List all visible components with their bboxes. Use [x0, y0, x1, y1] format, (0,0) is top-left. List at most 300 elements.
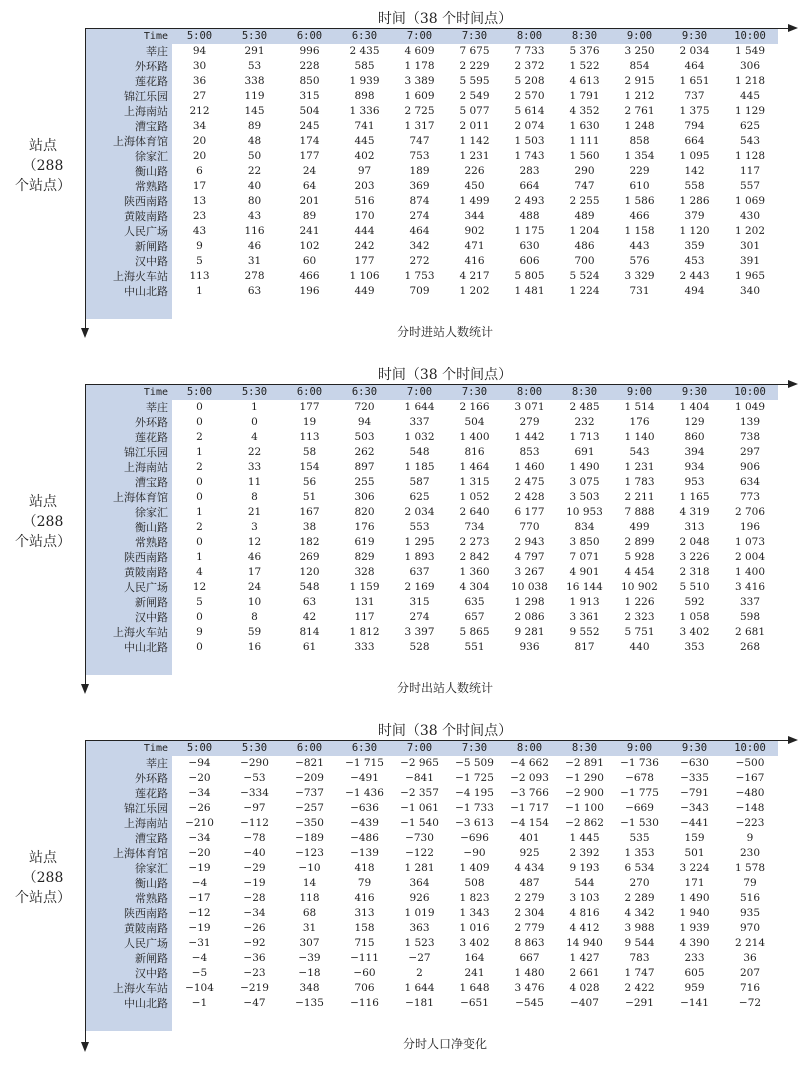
table-cell: −148	[735, 802, 765, 814]
station-name: 陕西南路	[124, 907, 168, 920]
table-cell: 953	[684, 476, 705, 488]
table-cell: 667	[519, 952, 540, 964]
table-cell: 1 159	[349, 581, 380, 593]
table-cell: −636	[350, 802, 379, 814]
table-cell: 817	[574, 641, 595, 653]
table-cell: 443	[629, 240, 650, 252]
table-cell: 6 177	[514, 506, 545, 518]
table-row	[86, 580, 778, 595]
table-cell: 3 416	[734, 581, 766, 593]
table-cell: 68	[302, 907, 317, 919]
time-column-header: 9:30	[681, 30, 708, 42]
time-column-header: 6:30	[351, 742, 378, 754]
table-cell: −135	[295, 997, 324, 1009]
table-cell: 8	[251, 611, 258, 623]
table-cell: 1 226	[624, 596, 655, 608]
table-row	[86, 550, 778, 565]
table-cell: 14 940	[566, 937, 603, 949]
table-cell: 1	[196, 285, 203, 297]
table-cell: 453	[684, 255, 705, 267]
table-cell: −2 900	[565, 787, 604, 799]
table-cell: −26	[243, 922, 266, 934]
table-cell: 2 725	[404, 105, 435, 117]
table-cell: 1 791	[569, 90, 600, 102]
station-name: 徐家汇	[135, 862, 168, 875]
table-cell: 4 217	[459, 270, 490, 282]
table-cell: 174	[299, 135, 320, 147]
table-cell: 338	[244, 75, 265, 87]
table-cell: 499	[629, 521, 650, 533]
table-cell: 2 706	[734, 506, 766, 518]
table-cell: −209	[295, 772, 324, 784]
table-cell: 625	[409, 491, 430, 503]
table-cell: 1 175	[514, 225, 545, 237]
table-cell: 3 361	[569, 611, 600, 623]
table-cell: −841	[405, 772, 434, 784]
time-column-header: 8:30	[571, 742, 598, 754]
table-cell: 34	[192, 120, 207, 132]
table-cell: 820	[354, 506, 375, 518]
table-cell: −1 715	[345, 757, 384, 769]
table-cell: 58	[302, 446, 317, 458]
table-cell: −3 766	[510, 787, 549, 799]
table-cell: 1 178	[404, 60, 435, 72]
table-cell: 340	[739, 285, 761, 297]
table-row	[86, 119, 778, 134]
table-cell: 709	[409, 285, 430, 297]
station-name: 外环路	[135, 416, 168, 429]
table-cell: 177	[354, 255, 375, 267]
table-cell: −441	[680, 817, 709, 829]
station-name: 上海南站	[124, 105, 168, 118]
table-cell: 3 071	[514, 401, 545, 413]
table-cell: 0	[196, 401, 203, 413]
x-axis-title: 时间（38 个时间点）	[377, 11, 513, 27]
station-name: 衡山路	[135, 877, 168, 890]
table-cell: 1 823	[459, 892, 490, 904]
table-cell: 2 229	[459, 60, 490, 72]
table-caption: 分时出站人数统计	[396, 681, 493, 695]
table-cell: −123	[295, 847, 324, 859]
table-cell: 402	[354, 150, 375, 162]
table-cell: 1 120	[679, 225, 710, 237]
table-cell: 212	[189, 105, 210, 117]
table-cell: 1 360	[459, 566, 490, 578]
table-cell: 201	[299, 195, 320, 207]
table-cell: 6	[196, 165, 203, 177]
table-cell: 31	[302, 922, 317, 934]
table-cell: 619	[354, 536, 375, 548]
table-cell: 4 609	[404, 45, 435, 57]
table-row	[86, 966, 778, 981]
table-cell: 1 480	[514, 967, 545, 979]
table-cell: −1 775	[620, 787, 659, 799]
table-cell: 4	[196, 566, 203, 578]
table-cell: 313	[684, 521, 705, 533]
table-cell: −4	[191, 877, 208, 889]
table-cell: 1 019	[404, 907, 435, 919]
table-cell: 1	[251, 401, 258, 413]
table-row	[86, 149, 778, 164]
station-name: 新闸路	[135, 952, 168, 965]
time-column-header: 5:00	[186, 30, 213, 42]
table-cell: 117	[354, 611, 375, 623]
table-cell: −696	[460, 832, 489, 844]
table-cell: 2 011	[459, 120, 490, 132]
table-cell: −122	[405, 847, 434, 859]
table-cell: 464	[684, 60, 705, 72]
table-cell: 1 939	[679, 922, 710, 934]
table-cell: −219	[240, 982, 269, 994]
table-cell: 42	[302, 611, 317, 623]
time-column-header: 10:00	[734, 386, 766, 398]
table-cell: 2 048	[679, 536, 710, 548]
table-cell: −53	[243, 772, 266, 784]
table-cell: 715	[354, 937, 375, 949]
table-cell: −223	[735, 817, 765, 829]
station-name: 上海体育馆	[113, 491, 168, 504]
table-cell: −4 195	[455, 787, 494, 799]
table-cell: −20	[188, 847, 211, 859]
table-cell: 854	[629, 60, 650, 72]
table-cell: 0	[196, 476, 203, 488]
time-column-header: 5:30	[241, 30, 268, 42]
table-row	[86, 951, 778, 966]
station-name: 汉中路	[135, 967, 168, 980]
table-cell: 834	[574, 521, 595, 533]
table-cell: 737	[684, 90, 705, 102]
table-cell: 959	[684, 982, 705, 994]
table-cell: 4 319	[679, 506, 710, 518]
table-row	[86, 74, 778, 89]
table-cell: 63	[247, 285, 262, 297]
table-cell: 242	[354, 240, 375, 252]
table-cell: −29	[243, 862, 266, 874]
table-cell: 3 397	[404, 626, 435, 638]
table-cell: 3 389	[404, 75, 435, 87]
table-cell: 585	[354, 60, 375, 72]
table-cell: 1 016	[459, 922, 490, 934]
table-row	[86, 430, 778, 445]
table-cell: 1 743	[514, 150, 545, 162]
table-cell: 1 549	[734, 45, 766, 57]
table-cell: −5 509	[455, 757, 494, 769]
table-cell: −112	[240, 817, 269, 829]
table-cell: 64	[302, 180, 317, 192]
table-cell: 43	[192, 225, 207, 237]
table-cell: 557	[739, 180, 761, 192]
station-name: 漕宝路	[135, 120, 168, 133]
table-cell: 348	[299, 982, 320, 994]
table-cell: 2 279	[514, 892, 545, 904]
time-column-header: 6:30	[351, 386, 378, 398]
table-cell: 1 095	[679, 150, 710, 162]
table-cell: 315	[299, 90, 320, 102]
table-cell: 394	[684, 446, 705, 458]
table-row	[86, 640, 778, 655]
table-cell: 344	[464, 210, 485, 222]
table-cell: 36	[743, 952, 757, 964]
table-cell: 4 613	[569, 75, 600, 87]
table-cell: −17	[188, 892, 211, 904]
time-column-header: 9:00	[626, 30, 653, 42]
station-name: 黄陂南路	[124, 922, 168, 935]
table-header-row	[86, 741, 778, 756]
table-cell: 1 315	[459, 476, 490, 488]
table-cell: 4 454	[624, 566, 655, 578]
table-cell: 1 753	[404, 270, 435, 282]
table-cell: 10 953	[566, 506, 603, 518]
table-cell: 535	[629, 832, 650, 844]
station-name: 衡山路	[135, 165, 168, 178]
table-cell: −334	[240, 787, 269, 799]
time-column-header: 7:30	[461, 30, 488, 42]
table-cell: 1 940	[679, 907, 710, 919]
table-cell: 16	[247, 641, 262, 653]
table-cell: 418	[354, 862, 375, 874]
station-name: 上海体育馆	[113, 135, 168, 148]
table-cell: 129	[684, 416, 705, 428]
table-cell: 1 445	[569, 832, 600, 844]
table-cell: 2 392	[569, 847, 600, 859]
station-name: 中山北路	[124, 285, 168, 298]
table-cell: 3 075	[569, 476, 600, 488]
station-name: 莲花路	[135, 787, 168, 800]
station-name: 锦江乐园	[124, 90, 168, 103]
time-column-header: 8:00	[516, 30, 543, 42]
time-column-header: 6:00	[296, 742, 323, 754]
time-header-label: Time	[143, 31, 168, 42]
table-cell: 4 028	[569, 982, 600, 994]
table-cell: 27	[192, 90, 207, 102]
table-cell: −350	[295, 817, 324, 829]
station-name: 汉中路	[135, 611, 168, 624]
table-cell: 4 352	[569, 105, 600, 117]
table-row	[86, 284, 778, 299]
table-cell: 3	[251, 521, 258, 533]
y-axis-title-line: （288	[22, 870, 64, 886]
table-cell: 262	[354, 446, 375, 458]
y-axis-title-line: （288	[22, 514, 64, 530]
table-cell: 301	[739, 240, 761, 252]
table-cell: 229	[629, 165, 650, 177]
table-cell: 241	[299, 225, 320, 237]
table-cell: −2 965	[400, 757, 439, 769]
table-cell: 449	[354, 285, 375, 297]
table-cell: 2 570	[514, 90, 545, 102]
table-cell: 2 318	[679, 566, 710, 578]
station-name: 徐家汇	[135, 506, 168, 519]
station-name: 黄陂南路	[124, 210, 168, 223]
station-name: 中山北路	[124, 641, 168, 654]
table-cell: 22	[247, 165, 262, 177]
table-cell: 858	[629, 135, 650, 147]
time-column-header: 6:00	[296, 30, 323, 42]
table-cell: 1 106	[349, 270, 380, 282]
table-cell: 625	[739, 120, 761, 132]
table-cell: 592	[684, 596, 705, 608]
table-cell: 0	[196, 641, 203, 653]
table-cell: −111	[350, 952, 379, 964]
table-cell: −92	[243, 937, 266, 949]
table-cell: 353	[684, 641, 705, 653]
table-cell: −291	[625, 997, 654, 1009]
time-column-header: 6:00	[296, 386, 323, 398]
table-cell: 1 185	[404, 461, 435, 473]
panel-entries	[0, 0, 809, 355]
table-cell: 935	[739, 907, 761, 919]
table-cell: 283	[519, 165, 540, 177]
table-cell: 1 913	[569, 596, 600, 608]
station-name: 中山北路	[124, 997, 168, 1010]
table-cell: 2 915	[624, 75, 655, 87]
table-row	[86, 610, 778, 625]
table-cell: 1 343	[459, 907, 490, 919]
table-cell: 1 286	[679, 195, 710, 207]
time-column-header: 5:30	[241, 386, 268, 398]
table-cell: −821	[295, 757, 324, 769]
table-cell: 89	[247, 120, 262, 132]
table-cell: −2 891	[565, 757, 604, 769]
station-name: 徐家汇	[135, 150, 168, 163]
table-cell: 430	[739, 210, 761, 222]
station-name: 人民广场	[124, 581, 168, 594]
table-cell: 1 481	[514, 285, 545, 297]
table-cell: 3 402	[679, 626, 710, 638]
y-axis-arrow-icon	[81, 684, 89, 694]
table-cell: 906	[739, 461, 761, 473]
table-cell: −257	[295, 802, 324, 814]
table-cell: 850	[299, 75, 320, 87]
station-name: 陕西南路	[124, 551, 168, 564]
table-cell: −545	[515, 997, 544, 1009]
table-cell: 8 863	[514, 937, 545, 949]
table-cell: 925	[519, 847, 540, 859]
table-cell: 657	[464, 611, 485, 623]
table-cell: 1 295	[404, 536, 435, 548]
table-cell: 24	[302, 165, 317, 177]
table-cell: 120	[299, 566, 320, 578]
table-row	[86, 831, 778, 846]
table-cell: −19	[188, 862, 211, 874]
table-cell: 700	[574, 255, 595, 267]
table-cell: 176	[354, 521, 375, 533]
table-cell: 829	[354, 551, 375, 563]
table-cell: 2 422	[624, 982, 655, 994]
table-cell: 1 893	[404, 551, 435, 563]
table-cell: 1 142	[459, 135, 490, 147]
table-cell: 5 805	[514, 270, 545, 282]
table-cell: 598	[739, 611, 761, 623]
time-column-header: 7:00	[406, 386, 433, 398]
table-cell: 2 273	[459, 536, 490, 548]
table-row	[86, 400, 778, 415]
table-cell: 31	[247, 255, 262, 267]
table-cell: −12	[188, 907, 211, 919]
table-row	[86, 816, 778, 831]
table-cell: 548	[299, 581, 320, 593]
table-cell: 306	[354, 491, 375, 503]
table-cell: −23	[243, 967, 266, 979]
table-cell: 488	[519, 210, 540, 222]
table-cell: 664	[519, 180, 540, 192]
table-cell: −491	[350, 772, 379, 784]
table-cell: −737	[295, 787, 324, 799]
table-cell: 5 376	[569, 45, 600, 57]
table-row	[86, 89, 778, 104]
time-column-header: 7:30	[461, 742, 488, 754]
table-cell: 3 503	[569, 491, 600, 503]
table-cell: 51	[302, 491, 317, 503]
table-row	[86, 981, 778, 996]
table-cell: 1 400	[459, 431, 490, 443]
table-cell: 290	[574, 165, 595, 177]
table-cell: −1	[191, 997, 208, 1009]
table-cell: 12	[247, 536, 262, 548]
table-cell: 2 428	[514, 491, 545, 503]
table-cell: 116	[244, 225, 265, 237]
table-cell: 558	[684, 180, 705, 192]
table-cell: 416	[464, 255, 485, 267]
table-cell: −27	[408, 952, 431, 964]
table-cell: 783	[629, 952, 650, 964]
station-name: 上海火车站	[113, 982, 168, 995]
table-cell: 56	[302, 476, 317, 488]
table-cell: 1 522	[569, 60, 600, 72]
table-row	[86, 104, 778, 119]
table-cell: −1 540	[400, 817, 439, 829]
table-cell: 61	[302, 641, 317, 653]
table-cell: −167	[735, 772, 765, 784]
table-cell: 741	[354, 120, 375, 132]
table-cell: 4 342	[624, 907, 655, 919]
table-cell: 113	[299, 431, 320, 443]
y-axis-arrow-icon	[81, 1042, 89, 1052]
table-cell: 1 129	[734, 105, 766, 117]
station-name: 莘庄	[146, 757, 168, 770]
table-cell: 5 928	[624, 551, 655, 563]
table-cell: 17	[192, 180, 207, 192]
table-cell: 7 733	[514, 45, 545, 57]
table-cell: 12	[192, 581, 207, 593]
table-cell: 3 476	[514, 982, 545, 994]
table-cell: 1 336	[349, 105, 380, 117]
table-cell: 2	[196, 521, 203, 533]
table-cell: 13	[192, 195, 207, 207]
table-cell: 4 304	[459, 581, 490, 593]
table-cell: 747	[574, 180, 595, 192]
table-cell: 5	[196, 596, 203, 608]
table-cell: 716	[739, 982, 761, 994]
x-axis-title: 时间（38 个时间点）	[377, 367, 513, 383]
table-cell: 2	[416, 967, 423, 979]
table-cell: 0	[196, 416, 203, 428]
time-column-header: 8:00	[516, 386, 543, 398]
station-name: 莲花路	[135, 75, 168, 88]
table-cell: 466	[299, 270, 320, 282]
table-cell: 1 503	[514, 135, 545, 147]
table-cell: 79	[357, 877, 372, 889]
table-cell: −36	[243, 952, 266, 964]
table-cell: 1 202	[734, 225, 766, 237]
table-cell: 860	[684, 431, 705, 443]
table-cell: 720	[354, 401, 375, 413]
table-cell: −10	[298, 862, 321, 874]
table-cell: 154	[299, 461, 320, 473]
time-column-header: 10:00	[734, 742, 766, 754]
table-cell: −480	[735, 787, 765, 799]
table-cell: 46	[247, 240, 262, 252]
